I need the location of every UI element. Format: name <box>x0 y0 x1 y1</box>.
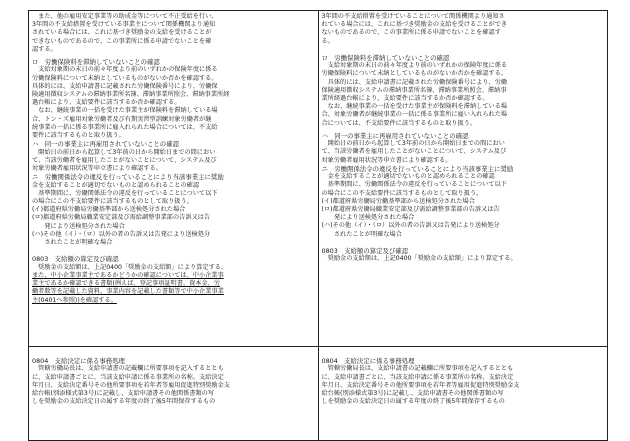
left-block4 <box>32 182 315 248</box>
text-line: 続事業の一括に係る事業所に雇入れられた場合については、不支給 <box>32 123 218 131</box>
text-line: (ハ)その他（イ）・（ロ）以外の者の告訴又は告発により送検処分 <box>32 230 211 238</box>
right-sec0804-title: 0804 支給決定に係る事務処理 <box>321 357 415 365</box>
right-block4-title: ニ 労働関係法令の違反を行っていることにより当該事業主に奨励 <box>321 164 514 173</box>
text-line: に、支給申請書ごとに、当該支給申請に係る事業所の名称、支給決定 <box>321 373 514 381</box>
table-row-bottom <box>29 347 608 441</box>
right-column-bottom <box>318 347 608 441</box>
left-block2 <box>32 66 315 140</box>
text-line: (イ)都道府県労働局労働基準部から送検処分された場合 <box>32 206 186 214</box>
text-line: て、当該労働者を雇用したことがないことについて、システム及び <box>321 148 507 156</box>
right-block4 <box>322 173 605 239</box>
left-block1 <box>32 13 315 54</box>
text-line: (イ)都道府県労働局労働基準部から送検処分された場合 <box>321 197 475 205</box>
text-line: 業主であるか確認できる書類(例えば、登記事項証明書、資本金、労 <box>32 280 221 288</box>
text-line: 管轄労働局長は、支給申請書の記載欄に所要事項を記入するととも <box>32 365 224 373</box>
text-line: できないものであるので、この事業所に係る申請でないことを確 <box>32 37 212 45</box>
text-line: 発により送検処分された場合 <box>321 214 415 222</box>
right-sec0803-title: 0803 支給額の算定及び確認 <box>321 246 409 255</box>
left-block3-title: ハ 同一の事業主に再雇用されていないことの確認 <box>32 140 179 149</box>
text-line: 険適用徴収システムの滞納事業所名簿、滞納事業所照会、滞納事業所経 <box>32 91 230 99</box>
right-sec0804 <box>322 365 605 406</box>
text-line: の場合にこの不支給要件に該当するものとして取り扱う。 <box>32 198 193 206</box>
table-row-top <box>29 11 608 347</box>
text-line: 合、トン・ズ雇用対象労働者及び有期実習型訓練対象労働者が継 <box>32 115 212 123</box>
text-line: 給台帳(別添様式第3号)に記載し、支給申請書その他関係書類の写 <box>321 390 504 398</box>
left-sec0804 <box>32 365 315 406</box>
left-block4-title: ニ 労働関係法令の違反を行っていることにより当該事業主に奨励 <box>32 173 224 182</box>
right-block2 <box>322 62 605 128</box>
text-line: 対象労働者雇用状況等申立書により確認する。 <box>32 165 162 173</box>
text-line: の場合にこの不支給要件に該当するものとして取り扱う。 <box>321 189 483 197</box>
text-line: 具体的には、支給申請書に記載された労働保険番号により、労働保 <box>32 82 218 90</box>
text-line: ないものであるので、この事業所に係る申請でないことを確認す <box>321 29 501 37</box>
text-line: 主(0401へ参照))を確認する。 <box>32 296 117 304</box>
text-line: 基準期間に、労働関係法令の違反を行っていることについて以下 <box>32 189 218 197</box>
text-line: 年月日、支給決定番号その他所要事項を若年者等雇用促進特別奨励金支 <box>32 381 230 389</box>
text-line: 業所経過台帳により、支給要件に該当するか否か確認する。 <box>321 95 489 103</box>
text-line: 合については、不支給要件に該当するものと取り扱う。 <box>321 119 477 127</box>
right-sec0803-text: 奨励金の支給額は、上記0400「奨励金の支給額」により算定する。 <box>321 255 517 263</box>
text-line: されている場合には、これに基づき奨励金の支給を受けることが <box>32 29 212 37</box>
text-line: 年月日、支給決定番号その他所要事項を若年者等雇用促進特別奨励金支 <box>321 381 520 389</box>
text-line: 金を支給することが適切でないものと認められることの確認 <box>321 173 495 181</box>
text-line: されたことが明確な場合 <box>321 230 402 238</box>
text-line: 金を支給することが適切でないものと認められることの確認 <box>32 181 200 189</box>
text-line: 支給対象期の末日の前々年度より前のいずれかの保険年度に係る <box>321 62 508 70</box>
text-line: しを奨励金の支給決定日の属する年度の終了後5年間保存するもの <box>321 398 505 406</box>
text-line: なお、継続事業の一括を受けた事業主が保険料を滞納している場 <box>321 103 508 111</box>
left-block2-title: ロ 労働保険料を滞納していないことの確認 <box>32 58 160 67</box>
text-line: また、他の雇用安定事業等の助成金等について不正受給を行い、 <box>32 13 218 20</box>
text-line: て、当該労働者を雇用したことがないことについて、システム及び <box>32 156 217 164</box>
left-column-bottom <box>29 347 319 441</box>
text-line: 働者数等を記載した資料、事業内容を記載した書類等で中小企業事業 <box>32 288 224 296</box>
left-column-top <box>29 11 319 347</box>
text-line: 開始日の前日から起算して3年前の日から開始日までの間におい <box>32 148 216 156</box>
text-line: (ロ)都道府県労働局職業安定部及び需給調整事業部の告訴又は告 <box>321 206 500 214</box>
text-line: 要件に該当するものと取り扱う。 <box>32 132 125 140</box>
text-line: る。 <box>321 37 334 45</box>
text-line: 対象労働者雇用状況等申立書により確認する。 <box>321 156 452 164</box>
text-line: 支給対象期の末日の前々年度より前のいずれかの保険年度に係る <box>32 66 218 74</box>
text-line: 合、対象労働者が継続事業の一括に係る事業所に雇い入れられた場 <box>321 111 508 119</box>
text-line: 管轄労働局長は、支給申請書の記載欄に所要事項を記入するととも <box>321 365 514 373</box>
text-line: 3年間の不支給措置を受けていることについて関係機関より通知さ <box>321 13 505 20</box>
text-line: 労働保険料について未納としているものがないか否かを確認する。 <box>321 70 507 78</box>
left-block3 <box>32 149 315 174</box>
text-line: しを奨励金の支給決定日の属する年度の終了後5年間保存するもの <box>32 398 216 406</box>
text-line: 開始日の前日から起算して3年前の日から開始日までの間におい <box>321 140 505 148</box>
text-line: 認する。 <box>32 45 57 53</box>
text-line: 具体的には、支給申請書に記載された労働保険番号により、労働 <box>321 78 508 86</box>
left-sec0804-title: 0804 支給決定に係る事務処理 <box>32 357 125 365</box>
comparison-table <box>28 10 608 441</box>
text-line: (ロ)都道府県労働局職業安定部及び需給調整事業部の告訴又は告 <box>32 214 211 222</box>
right-block2-title: ロ 労働保険料を滞納していないことの確認 <box>321 53 450 62</box>
right-block1 <box>322 13 605 46</box>
text-line: (ハ)その他（イ）・（ロ）以外の者の告訴又は告発により送検処分 <box>321 222 500 230</box>
text-line: 発により送検処分された場合 <box>32 222 125 230</box>
text-line: なお、継続事業の一括を受けた事業主が保険料を滞納している場 <box>32 107 218 115</box>
left-sec0803-title: 0803 支給額の算定及び確認 <box>32 255 119 264</box>
text-line: 労働保険料について未納としているものがないか否かを確認する。 <box>32 74 218 82</box>
text-line: れている場合には、これに基づき奨励金の支給を受けることができ <box>321 21 508 29</box>
text-line: 給台帳(別添様式第3号)に記載し、支給申請書その他関係書類の写 <box>32 390 215 398</box>
left-sec0803-underlined <box>32 272 315 305</box>
right-block3 <box>322 140 605 165</box>
text-line: また、中小企業事業主であるかどうかの確認については、中小企業事 <box>32 271 224 279</box>
text-line: 過台帳により、支給要件に該当するか否か確認する。 <box>32 99 181 107</box>
right-column-top <box>318 11 608 347</box>
text-line: 3年間の不支給措置を受けている事業主について関係機関より通知 <box>32 21 216 29</box>
text-line: されたことが明確な場合 <box>32 239 113 247</box>
right-block3-title: ハ 同一の事業主に再雇用されていないことの確認 <box>321 131 469 140</box>
text-line: 保険適用徴収システムの滞納事業所名簿、滞納事業所照会、滞納事 <box>321 86 507 94</box>
text-line: 基準期間に、労働関係法令の違反を行っていることについて以下 <box>321 181 507 189</box>
text-line: に、支給申請書ごとに、当該支給申請に係る事業所の名称、支給決定 <box>32 373 224 381</box>
left-sec0803-text: 奨励金の支給額は、上記0400「奨励金の支給額」により算定する。 <box>32 263 228 271</box>
